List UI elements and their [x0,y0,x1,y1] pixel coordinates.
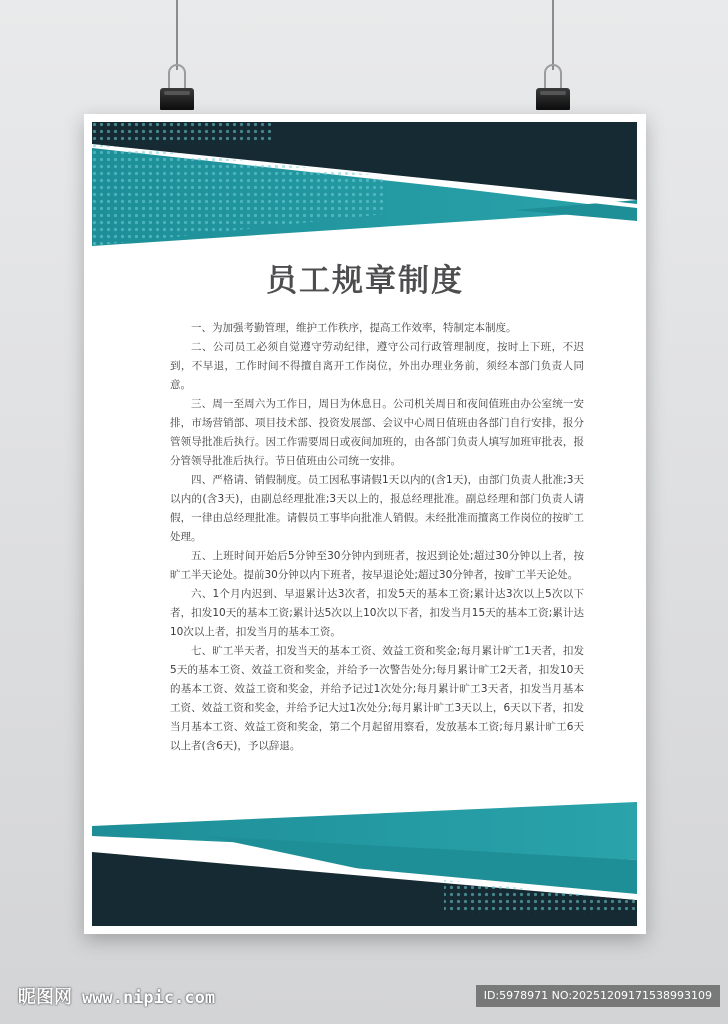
paragraph-5: 五、上班时间开始后5分钟至30分钟内到班者，按迟到论处;超过30分钟以上者，按旷工半天论处。提前30分钟以内下班者，按早退论处;超过30分钟者，按旷工半天论处。 [170,550,584,581]
paragraph-2: 二、公司员工必须自觉遵守劳动纪律，遵守公司行政管理制度，按时上下班，不迟到，不早退，工作时间不得擅自离开工作岗位，外出办理业务前，须经本部门负责人同意。 [170,341,584,391]
watermark-logo [18,983,215,1009]
poster-title: 员工规章制度 [266,263,464,299]
watermark-site: www.nipic.com [82,988,216,1008]
watermark-logo-text: 昵图网 [18,987,72,1008]
paragraph-4: 四、严格请、销假制度。员工因私事请假1天以内的(含1天)，由部门负责人批准;3天以内的(含3天)，由副总经理批准;3天以上的，报总经理批准。副总经理和部门负责人请假，一律由总经理批准。请假员工事毕向批准人销假。未经批准而擅离工作岗位的按旷工处理。 [170,474,584,543]
paragraph-7: 七、旷工半天者，扣发当天的基本工资、效益工资和奖金;每月累计旷工1天者，扣发5天的基本工资、效益工资和奖金，并给予一次警告处分;每月累计旷工2天者，扣发10天的基本工资、效益工资和奖金，并给予记过1次处分;每月累计旷工3天者，扣发当月基本工资、效益工资和奖金，并给予记大过1次处分;每月累计旷工3天以上，6天以下者，扣发当月基本工资、效益工资和奖金，第二个月起留用察看，发放基本工资;每月累计旷工6天以上者(含6天)，予以辞退。 [170,645,584,752]
poster-sheet [84,114,646,934]
paragraph-3: 三、周一至周六为工作日，周日为休息日。公司机关周日和夜间值班由办公室统一安排，市场营销部、项目技术部、投资发展部、会议中心周日值班由各部门自行安排，报分管领导批准后执行。因工作需要周日或夜间加班的，由各部门负责人填写加班审批表，报分管领导批准后执行。节日值班由公司统一安排。 [170,398,584,467]
regulation-body [170,319,584,756]
paragraph-6: 六、1个月内迟到、早退累计达3次者，扣发5天的基本工资;累计达3次以上5次以下者，扣发10天的基本工资;累计达5次以上10次以下者，扣发当月15天的基本工资;累计达10次以上者，扣发当月的基本工资。 [170,588,584,638]
paragraph-1: 一、为加强考勤管理，维护工作秩序，提高工作效率，特制定本制度。 [191,322,517,334]
image-id-badge: ID:5978971 NO:20251209171538993109 [476,985,720,1007]
hanging-wire-right [552,0,554,70]
hanging-wire-left [176,0,178,70]
